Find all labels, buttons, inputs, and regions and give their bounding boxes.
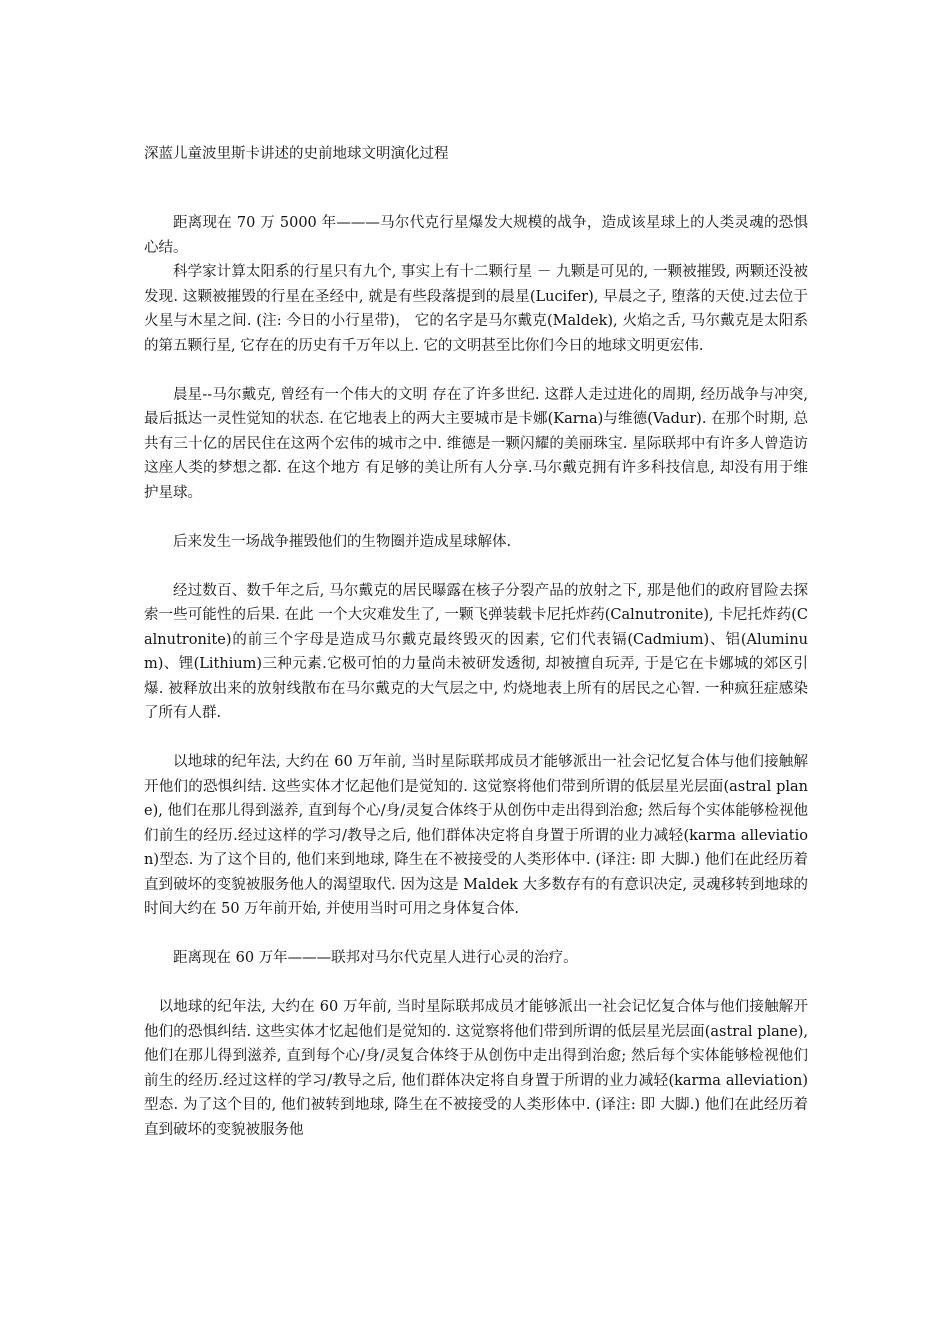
paragraph-8: 以地球的纪年法, 大约在 60 万年前, 当时星际联邦成员才能够派出一社会记忆复合体与他们接触解开他们的恐惧纠结. 这些实体才忆起他们是觉知的. 这觉察将他们带到所谓的低层星光层面(astral plane), 他们在那儿得到滋养, 直到每个心/身/灵复合体终于从创伤中走出得到治愈; 然后每个实体能够检视他们前生的经历.经过这样的学习/教导之后, 他们群体决定将自身置于所谓的业力减轻(karma alleviation)型态. 为了这个目的, 他们被转到地球, 降生在不被接受的人类形体中. (译注: 即 大脚.) 他们在此经历着 直到破坏的变貌被服务他	[144, 999, 808, 1138]
paragraph-4: 后来发生一场战争摧毁他们的生物圈并造成星球解体.	[173, 533, 512, 550]
document-title: 深蓝儿童波里斯卡讲述的史前地球文明演化过程	[144, 146, 449, 162]
paragraph-1: 距离现在 70 万 5000 年———马尔代克行星爆发大规模的战争，造成该星球上的人类灵魂的恐惧心结。	[144, 215, 808, 256]
paragraph-5: 经过数百、数千年之后, 马尔戴克的居民曝露在核子分裂产品的放射之下, 那是他们的政府冒险去探索一些可能性的后果. 在此 一个大灾难发生了, 一颗飞弹装载卡尼托炸药(Calnutronite), 卡尼托炸药(Calnutronite)的前三个字母是造成马尔戴克最终毁灭的因素, 它们代表镉(Cadmium)、铝(Aluminum)、锂(Lithium)三种元素.它极可怕的力量尚未被研发透彻, 却被擅自玩弄, 于是它在卡娜城的郊区引爆. 被释放出来的放射线散布在马尔戴克的大气层之中, 灼烧地表上所有的居民之心智. 一种疯狂症感染了所有人群.	[144, 582, 808, 721]
paragraph-3: 晨星--马尔戴克, 曾经有一个伟大的文明 存在了许多世纪. 这群人走过进化的周期, 经历战争与冲突, 最后抵达一灵性觉知的状态. 在它地表上的两大主要城市是卡娜(Karna)与维德(Vadur). 在那个时期, 总共有三十亿的居民住在这两个宏伟的城市之中. 维德是一颗闪耀的美丽珠宝. 星际联邦中有许多人曾造访这座人类的梦想之都. 在这个地方 有足够的美让所有人分享.马尔戴克拥有许多科技信息, 却没有用于维护星球。	[144, 386, 808, 501]
document-body	[144, 211, 808, 1142]
paragraph-6: 以地球的纪年法, 大约在 60 万年前, 当时星际联邦成员才能够派出一社会记忆复合体与他们接触解开他们的恐惧纠结. 这些实体才忆起他们是觉知的. 这觉察将他们带到所谓的低层星光层面(astral plane), 他们在那儿得到滋养, 直到每个心/身/灵复合体终于从创伤中走出得到治愈; 然后每个实体能够检视他们前生的经历.经过这样的学习/教导之后, 他们群体决定将自身置于所谓的业力减轻(karma alleviation)型态. 为了这个目的, 他们来到地球, 降生在不被接受的人类形体中. (译注: 即 大脚.) 他们在此经历着 直到破坏的变貌被服务他人的渴望取代. 因为这是 Maldek 大多数存有的有意识决定, 灵魂移转到地球的时间大约在 50 万年前开始, 并使用当时可用之身体复合体.	[144, 754, 808, 917]
paragraph-2: 科学家计算太阳系的行星只有九个, 事实上有十二颗行星 － 九颗是可见的, 一颗被摧毁, 两颗还没被发现. 这颗被摧毁的行星在圣经中, 就是有些段落提到的晨星(Lucifer), 早晨之子, 堕落的天使.过去位于火星与木星之间. (注: 今日的小行星带)， 它的名字是马尔戴克(Maldek), 火焰之舌, 马尔戴克是太阳系的第五颗行星, 它存在的历史有千万年以上. 它的文明甚至比你们今日的地球文明更宏伟.	[144, 264, 808, 354]
paragraph-7: 距离现在 60 万年———联邦对马尔代克星人进行心灵的治疗。	[173, 950, 578, 966]
